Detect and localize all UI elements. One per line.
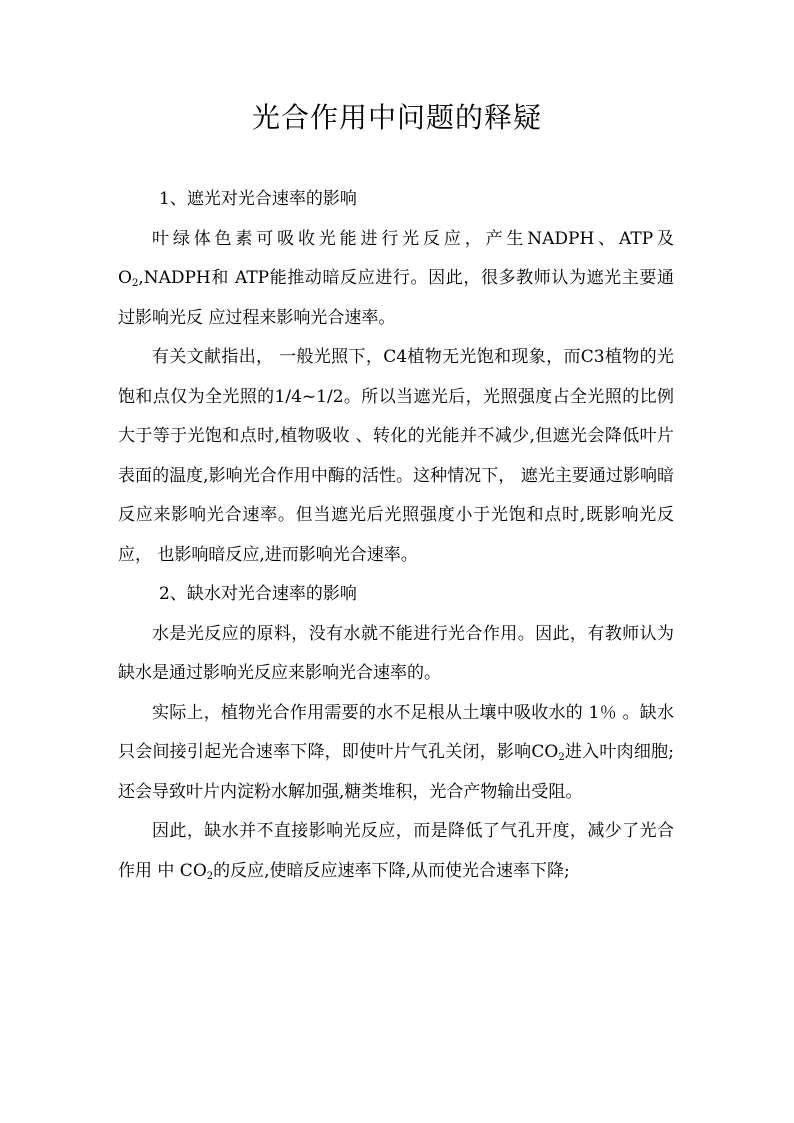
- paragraph-text: 的反应,使暗反应速率下降,从而使光合速率下降;: [213, 860, 570, 881]
- body-paragraph: [118, 220, 674, 339]
- body-paragraph: [118, 615, 674, 694]
- section-heading: [118, 575, 674, 615]
- paragraph-text: 水是光反应的原料，没有水就不能进行光合作用。因此，有教师认为缺水是通过影响光反应来影响光合速率的。: [118, 623, 674, 683]
- subscript: 2: [131, 278, 139, 289]
- paragraph-text: 实际上，植物光合作用需要的水不足根从土壤中吸收水的 1％ 。缺水只会间接引起光合速率下降，即使叶片气孔关闭，影响CO: [118, 702, 674, 762]
- paragraph-text: 进入叶肉细胞;还会导致叶片内淀粉水解加强,糖类堆积，光合产物输出受阻。: [118, 742, 674, 802]
- body-paragraph: [118, 694, 674, 813]
- document-title: 光合作用中问题的释疑: [251, 101, 542, 134]
- subscript: 2: [206, 870, 214, 882]
- paragraph-text: 因此，缺水并不直接影响光反应，而是降低了气孔开度，减少了光合作用 中 CO: [118, 821, 674, 881]
- document-body: [118, 180, 674, 891]
- section-heading: [118, 180, 674, 220]
- paragraph-text: 叶绿体色素可吸收光能进行光反应，产生NADPH、ATP及O: [118, 228, 674, 288]
- body-paragraph: [118, 338, 674, 575]
- paragraph-text: ,NADPH和 ATP能推动暗反应进行。因此，很多教师认为遮光主要通过影响光反 应过程来影响光合速率。: [118, 268, 674, 328]
- section-heading-text: 2、缺水对光合速率的影响: [159, 584, 357, 604]
- subscript: 2: [558, 752, 565, 763]
- section-heading-text: 1、遮光对光合速率的影响: [159, 189, 357, 209]
- body-paragraph: [118, 812, 674, 891]
- paragraph-text: 有关文献指出， 一般光照下，C4植物无光饱和现象，而C3植物的光饱和点仅为全光照的1/4~1/2。所以当遮光后，光照强度占全光照的比例大于等于光饱和点时,植物吸收 、转化的光能并不减少,但遮光会降低叶片表面的温度,影响光合作用中酶的活性。这种情况下， 遮光主要通过影响暗反应来影响光合速率。但当遮光后光照强度小于光饱和点时,既影响光反应， 也影响暗反应,进而影响光合速率。: [118, 347, 674, 565]
